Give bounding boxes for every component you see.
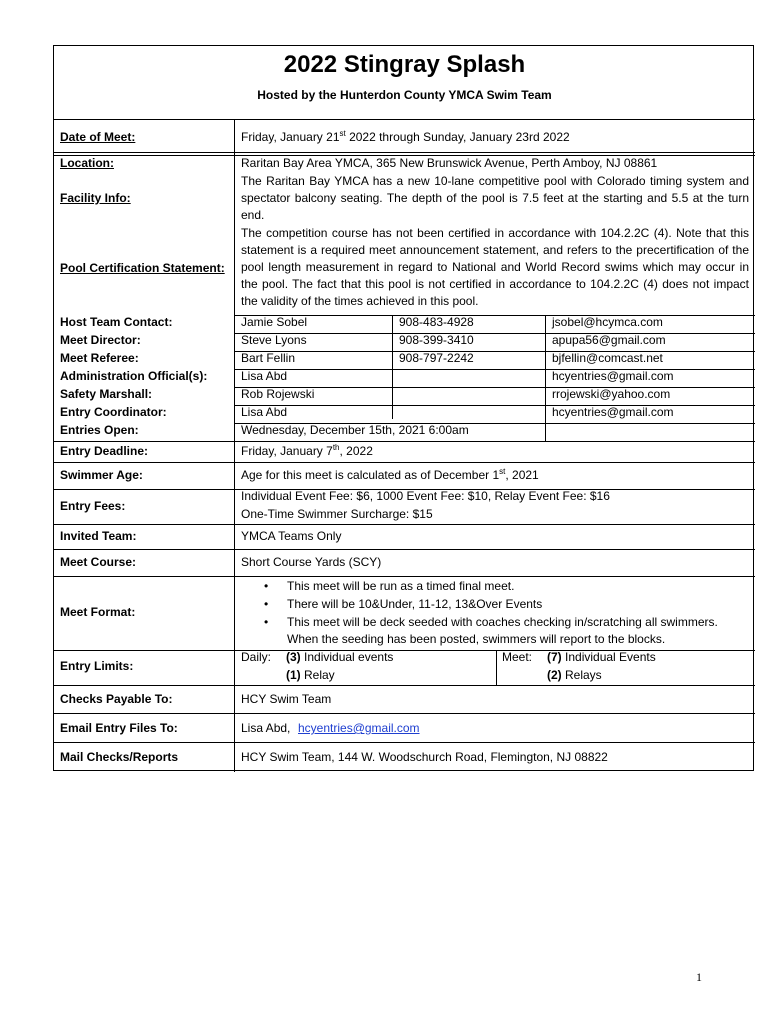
rule xyxy=(54,152,755,153)
page-subtitle: Hosted by the Hunterdon County YMCA Swim Team xyxy=(257,88,552,102)
rule xyxy=(54,685,755,686)
location-label: Location: xyxy=(60,156,114,170)
contact-phone: 908-399-3410 xyxy=(399,333,474,347)
contact-email: rrojewski@yahoo.com xyxy=(552,387,671,401)
contact-phone: 908-797-2242 xyxy=(399,351,474,365)
meet-format-label: Meet Format: xyxy=(60,605,136,619)
rule xyxy=(234,405,755,406)
daily-label: Daily: xyxy=(241,650,272,664)
date-label: Date of Meet: xyxy=(60,130,136,144)
invited-team-value: YMCA Teams Only xyxy=(241,529,342,543)
date-value: Friday, January 21st 2022 through Sunday, January 23rd 2022 xyxy=(241,129,570,144)
contact-label: Safety Marshall: xyxy=(60,387,153,401)
email-entry-link[interactable]: hcyentries@gmail.com xyxy=(298,721,420,735)
entry-fees-line2: One-Time Swimmer Surcharge: $15 xyxy=(241,507,433,521)
swimmer-age-label: Swimmer Age: xyxy=(60,468,143,482)
column-divider xyxy=(234,119,235,772)
rule xyxy=(54,742,755,743)
contact-phone: 908-483-4928 xyxy=(399,315,474,329)
rule xyxy=(54,524,755,525)
swimmer-age-value: Age for this meet is calculated as of December 1st, 2021 xyxy=(241,467,539,482)
email-entry-label: Email Entry Files To: xyxy=(60,721,178,735)
column-divider xyxy=(496,650,497,685)
rule xyxy=(234,369,755,370)
rule xyxy=(234,351,755,352)
contact-name: Rob Rojewski xyxy=(241,387,315,401)
contact-name: Lisa Abd xyxy=(241,405,288,419)
bullet-icon: • xyxy=(264,597,269,611)
facility-value: The Raritan Bay YMCA has a new 10-lane competitive pool with Colorado timing system and spectator balcony seating. The depth of the pool is 7.5 feet at the starting and 5.5 at the turn end. xyxy=(241,174,749,222)
rule xyxy=(234,333,755,334)
checks-payable-label: Checks Payable To: xyxy=(60,692,173,706)
meet-format-bullet: There will be 10&Under, 11-12, 13&Over Events xyxy=(287,597,543,611)
invited-team-label: Invited Team: xyxy=(60,529,137,543)
daily-individual: (3) Individual events xyxy=(286,650,394,664)
certification-label: Pool Certification Statement: xyxy=(60,261,225,275)
meet-info-table xyxy=(53,45,754,771)
entries-open-label: Entries Open: xyxy=(60,423,139,437)
meet-course-label: Meet Course: xyxy=(60,555,137,569)
contact-label: Entry Coordinator: xyxy=(60,405,167,419)
contact-email: apupa56@gmail.com xyxy=(552,333,666,347)
rule xyxy=(54,462,755,463)
checks-payable-value: HCY Swim Team xyxy=(241,692,332,706)
contact-email: jsobel@hcymca.com xyxy=(552,315,663,329)
meet-course-value: Short Course Yards (SCY) xyxy=(241,555,382,569)
entry-limits-label: Entry Limits: xyxy=(60,659,134,673)
contact-label: Host Team Contact: xyxy=(60,315,173,329)
contact-email: hcyentries@gmail.com xyxy=(552,405,674,419)
contact-label: Meet Referee: xyxy=(60,351,139,365)
rule xyxy=(54,441,755,442)
rule xyxy=(54,549,755,550)
entry-fees-line1: Individual Event Fee: $6, 1000 Event Fee: $10, Relay Event Fee: $16 xyxy=(241,489,610,503)
contact-name: Bart Fellin xyxy=(241,351,296,365)
entries-open-value: Wednesday, December 15th, 2021 6:00am xyxy=(241,423,469,437)
rule xyxy=(54,119,755,120)
bullet-icon: • xyxy=(264,615,269,629)
entry-deadline-value: Friday, January 7th, 2022 xyxy=(241,443,373,458)
contact-name: Steve Lyons xyxy=(241,333,307,347)
mail-checks-value: HCY Swim Team, 144 W. Woodschurch Road, Flemington, NJ 08822 xyxy=(241,750,608,764)
contact-name: Jamie Sobel xyxy=(241,315,308,329)
facility-label: Facility Info: xyxy=(60,191,131,205)
contact-email: hcyentries@gmail.com xyxy=(552,369,674,383)
meet-format-bullet: This meet will be run as a timed final meet. xyxy=(287,579,515,593)
mail-checks-label: Mail Checks/Reports xyxy=(60,750,179,764)
contact-label: Administration Official(s): xyxy=(60,369,208,383)
meet-individual: (7) Individual Events xyxy=(547,650,656,664)
page-number: 1 xyxy=(696,970,702,984)
meet-format-bullet: This meet will be deck seeded with coaches checking in/scratching all swimmers. When the seeding has been posted, swimmers will report to the blocks. xyxy=(287,615,718,646)
contact-email: bjfellin@comcast.net xyxy=(552,351,663,365)
rule xyxy=(54,576,755,577)
rule xyxy=(234,315,755,316)
bullet-icon: • xyxy=(264,579,269,593)
page-title: 2022 Stingray Splash xyxy=(283,51,526,78)
contact-label: Meet Director: xyxy=(60,333,141,347)
meet-limit-label: Meet: xyxy=(502,650,533,664)
entry-fees-label: Entry Fees: xyxy=(60,499,126,513)
location-value: Raritan Bay Area YMCA, 365 New Brunswick Avenue, Perth Amboy, NJ 08861 xyxy=(241,156,658,170)
column-divider xyxy=(392,315,393,419)
email-entry-name: Lisa Abd, xyxy=(241,721,291,735)
contact-name: Lisa Abd xyxy=(241,369,288,383)
meet-relay: (2) Relays xyxy=(547,668,602,682)
entry-deadline-label: Entry Deadline: xyxy=(60,444,149,458)
rule xyxy=(54,713,755,714)
daily-relay: (1) Relay xyxy=(286,668,335,682)
certification-value: The competition course has not been certified in accordance with 104.2.2C (4). Note that this statement is a required meet announcement statement, and refers to the precertification of the pool length measurement in regard to National and World Record swims which may occur in the pool. The fact that this pool is not certified in accordance to 104.2.2C (4) does not impact the validity of the times achieved in this pool. xyxy=(241,226,749,308)
